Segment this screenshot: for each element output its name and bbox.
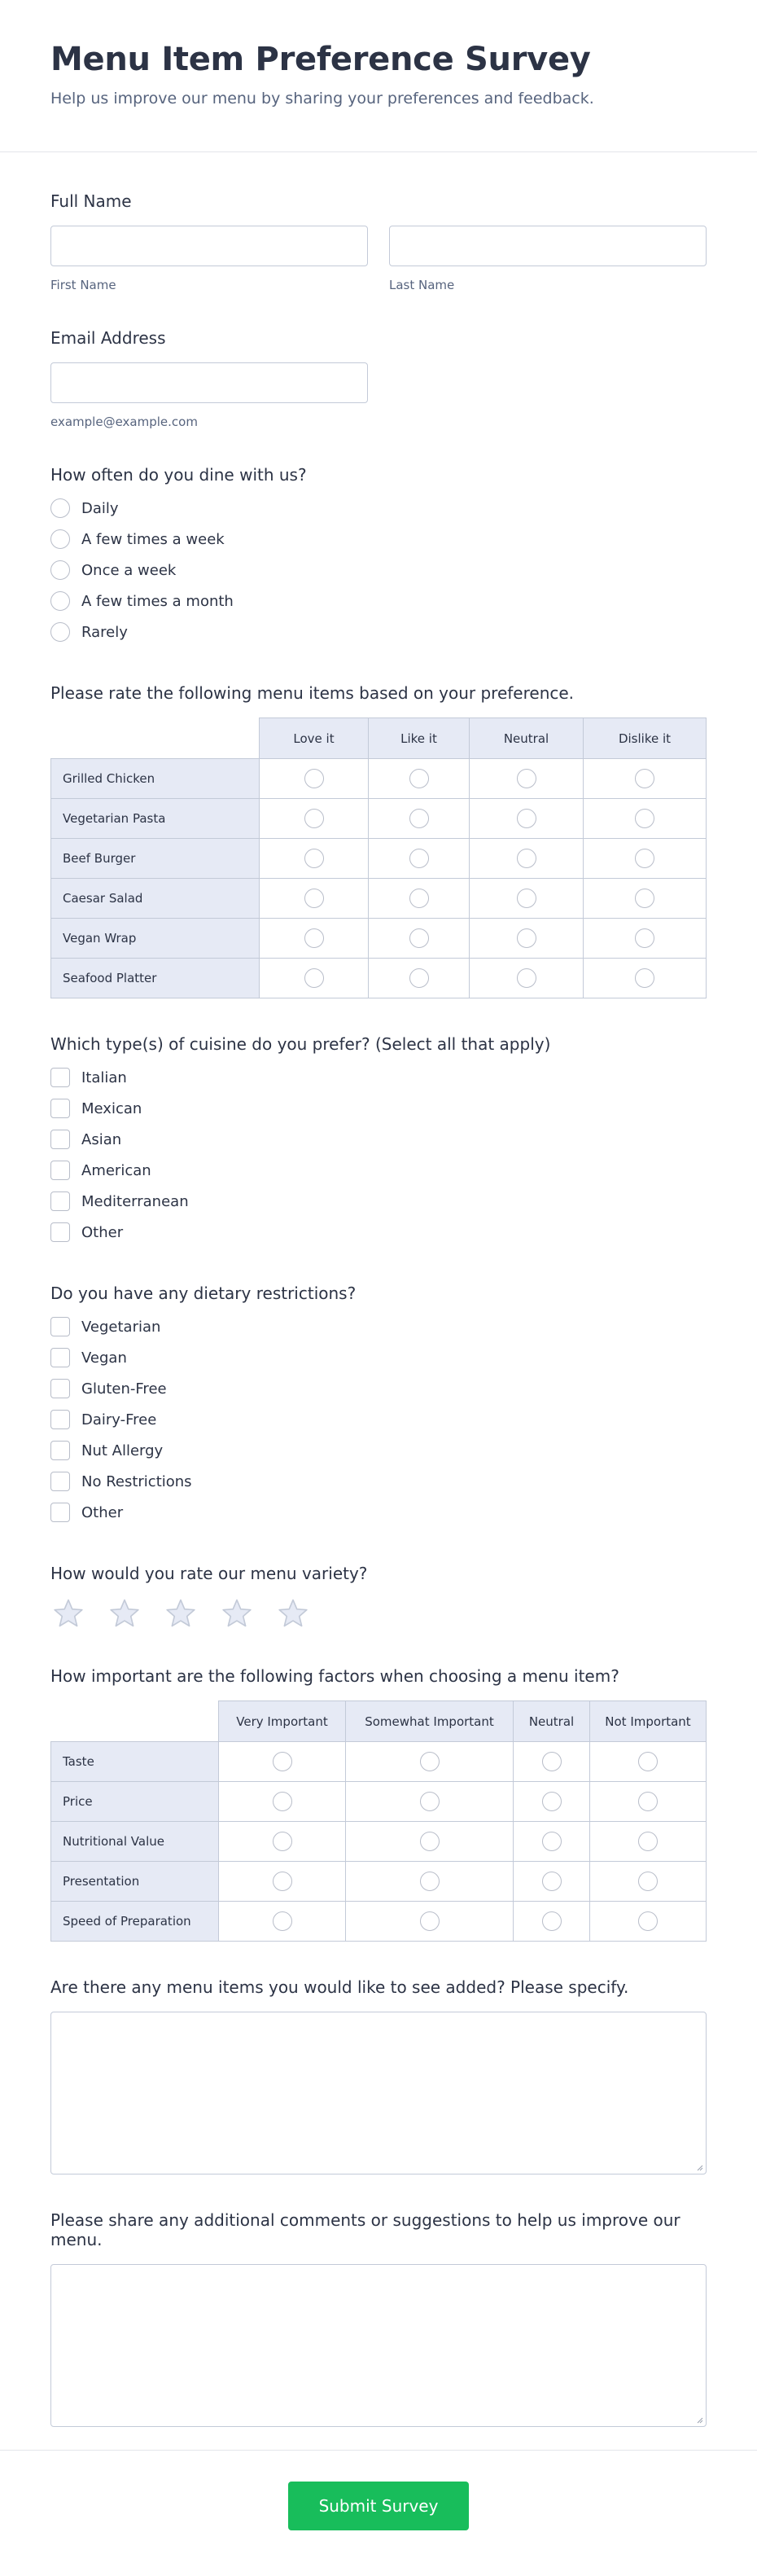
- radio-button[interactable]: [409, 889, 429, 908]
- checkbox[interactable]: [50, 1191, 70, 1211]
- radio-button[interactable]: [304, 769, 324, 788]
- factors-row: [51, 1742, 707, 1782]
- cuisine-option[interactable]: [50, 1217, 707, 1248]
- dine-option-label: Daily: [81, 499, 119, 517]
- factors-row-label: Nutritional Value: [51, 1822, 219, 1862]
- menu-rating-cell[interactable]: [369, 839, 470, 879]
- menu-rating-cell[interactable]: [260, 839, 369, 879]
- factors-row: [51, 1902, 707, 1942]
- cuisine-option[interactable]: [50, 1124, 707, 1155]
- cuisine-option[interactable]: [50, 1093, 707, 1124]
- resize-grip-icon[interactable]: [695, 2416, 703, 2424]
- menu-rating-cell[interactable]: [369, 799, 470, 839]
- dietary-option-label: Other: [81, 1503, 124, 1521]
- radio-button[interactable]: [517, 849, 536, 868]
- radio-button[interactable]: [304, 809, 324, 828]
- dietary-option-label: Vegetarian: [81, 1318, 161, 1336]
- dine-option[interactable]: [50, 524, 707, 555]
- page-title: Menu Item Preference Survey: [50, 41, 591, 78]
- radio-button[interactable]: [273, 1792, 292, 1811]
- menu-rating-cell[interactable]: [584, 759, 707, 799]
- menu-rating-row-label: Vegetarian Pasta: [51, 799, 260, 839]
- dine-option-label: Rarely: [81, 623, 128, 641]
- dietary-option-label: Gluten-Free: [81, 1380, 167, 1398]
- last-name-input[interactable]: [389, 226, 707, 266]
- checkbox[interactable]: [50, 1441, 70, 1460]
- dietary-label: Do you have any dietary restrictions?: [50, 1284, 357, 1303]
- radio-button[interactable]: [409, 968, 429, 988]
- dine-frequency-label: How often do you dine with us?: [50, 465, 307, 485]
- radio-button[interactable]: [542, 1792, 562, 1811]
- cuisine-option-label: Other: [81, 1223, 124, 1241]
- factors-row: [51, 1862, 707, 1902]
- cuisine-option[interactable]: [50, 1155, 707, 1186]
- dietary-options: [50, 1311, 707, 1528]
- dietary-option-label: Dairy-Free: [81, 1411, 157, 1428]
- star-icon[interactable]: [50, 1596, 86, 1632]
- star-rating: [50, 1598, 707, 1630]
- dine-frequency-options: [50, 493, 707, 647]
- factors-cell[interactable]: [219, 1862, 346, 1902]
- dine-option-label: Once a week: [81, 561, 177, 579]
- factors-cell[interactable]: [590, 1782, 707, 1822]
- factors-cell[interactable]: [590, 1822, 707, 1862]
- radio-button[interactable]: [420, 1872, 440, 1891]
- dine-option-label: A few times a month: [81, 592, 234, 610]
- dine-frequency-question: [50, 465, 707, 647]
- radio-button[interactable]: [420, 1911, 440, 1931]
- menu-rating-cell[interactable]: [470, 799, 584, 839]
- radio-button[interactable]: [409, 849, 429, 868]
- radio-button[interactable]: [542, 1832, 562, 1851]
- checkbox[interactable]: [50, 1068, 70, 1087]
- menu-rating-row: [51, 919, 707, 959]
- menu-rating-row-label: Grilled Chicken: [51, 759, 260, 799]
- factors-matrix: [50, 1701, 707, 1942]
- email-label: Email Address: [50, 328, 166, 348]
- factors-cell[interactable]: [346, 1862, 514, 1902]
- menu-rating-cell[interactable]: [584, 879, 707, 919]
- radio-button[interactable]: [517, 928, 536, 948]
- radio-button[interactable]: [542, 1911, 562, 1931]
- factors-cell[interactable]: [590, 1902, 707, 1942]
- cuisine-option-label: American: [81, 1161, 151, 1179]
- factors-row: [51, 1822, 707, 1862]
- factors-column-header: Very Important: [219, 1701, 346, 1742]
- added-items-label: Are there any menu items you would like to see added? Please specify.: [50, 1977, 629, 1997]
- cuisine-label: Which type(s) of cuisine do you prefer? (Select all that apply): [50, 1034, 551, 1054]
- radio-button[interactable]: [638, 1832, 658, 1851]
- menu-rating-cell[interactable]: [584, 959, 707, 998]
- added-items-textarea[interactable]: [50, 2012, 707, 2174]
- matrix-corner: [51, 1701, 219, 1742]
- star-icon[interactable]: [219, 1596, 255, 1632]
- radio-button[interactable]: [638, 1792, 658, 1811]
- menu-rating-row: [51, 839, 707, 879]
- form-footer: [0, 2450, 757, 2561]
- radio-button[interactable]: [517, 968, 536, 988]
- menu-rating-matrix: [50, 718, 707, 998]
- cuisine-option[interactable]: [50, 1062, 707, 1093]
- factors-row-label: Presentation: [51, 1862, 219, 1902]
- menu-rating-cell[interactable]: [369, 759, 470, 799]
- added-items-question: [50, 1977, 707, 2174]
- checkbox[interactable]: [50, 1161, 70, 1180]
- radio-button[interactable]: [517, 809, 536, 828]
- menu-rating-cell[interactable]: [260, 799, 369, 839]
- form-header: [0, 0, 757, 152]
- factors-question: [50, 1666, 707, 1942]
- cuisine-option-label: Mediterranean: [81, 1192, 189, 1210]
- comments-label: Please share any additional comments or suggestions to help us improve our menu.: [50, 2210, 680, 2249]
- dine-option[interactable]: [50, 617, 707, 647]
- menu-rating-cell[interactable]: [470, 839, 584, 879]
- menu-rating-cell[interactable]: [470, 759, 584, 799]
- survey-form: [0, 191, 757, 2427]
- factors-cell[interactable]: [514, 1902, 590, 1942]
- menu-rating-cell[interactable]: [470, 879, 584, 919]
- radio-button[interactable]: [638, 1911, 658, 1931]
- radio-button[interactable]: [420, 1752, 440, 1771]
- dietary-option[interactable]: [50, 1311, 707, 1342]
- checkbox[interactable]: [50, 1472, 70, 1491]
- submit-button[interactable]: Submit Survey: [288, 2482, 469, 2530]
- factors-cell[interactable]: [514, 1782, 590, 1822]
- menu-rating-row-label: Seafood Platter: [51, 959, 260, 998]
- radio-button[interactable]: [420, 1792, 440, 1811]
- menu-rating-row-label: Beef Burger: [51, 839, 260, 879]
- page-subtitle: Help us improve our menu by sharing your preferences and feedback.: [50, 90, 594, 108]
- menu-rating-column-header: Love it: [260, 718, 369, 759]
- radio-button[interactable]: [273, 1911, 292, 1931]
- cuisine-option-label: Italian: [81, 1069, 127, 1086]
- radio-button[interactable]: [273, 1872, 292, 1891]
- dietary-question: [50, 1284, 707, 1528]
- factors-cell[interactable]: [346, 1742, 514, 1782]
- dietary-option[interactable]: [50, 1435, 707, 1466]
- cuisine-options: [50, 1062, 707, 1248]
- menu-rating-cell[interactable]: [584, 799, 707, 839]
- factors-cell[interactable]: [219, 1742, 346, 1782]
- factors-cell[interactable]: [346, 1782, 514, 1822]
- factors-row-label: Price: [51, 1782, 219, 1822]
- radio-button[interactable]: [50, 591, 70, 611]
- radio-button[interactable]: [304, 849, 324, 868]
- cuisine-question: [50, 1034, 707, 1248]
- menu-rating-cell[interactable]: [369, 919, 470, 959]
- factors-cell[interactable]: [219, 1822, 346, 1862]
- checkbox[interactable]: [50, 1379, 70, 1398]
- factors-row-label: Taste: [51, 1742, 219, 1782]
- star-icon[interactable]: [163, 1596, 199, 1632]
- factors-cell[interactable]: [590, 1742, 707, 1782]
- first-name-input[interactable]: [50, 226, 368, 266]
- dine-option[interactable]: [50, 493, 707, 524]
- resize-grip-icon[interactable]: [695, 2163, 703, 2171]
- menu-rating-cell[interactable]: [584, 919, 707, 959]
- checkbox[interactable]: [50, 1410, 70, 1429]
- star-icon[interactable]: [275, 1596, 311, 1632]
- star-icon[interactable]: [107, 1596, 142, 1632]
- dietary-option[interactable]: [50, 1497, 707, 1528]
- menu-rating-column-header: Like it: [369, 718, 470, 759]
- radio-button[interactable]: [635, 769, 654, 788]
- dine-option-label: A few times a week: [81, 530, 225, 548]
- menu-rating-row: [51, 799, 707, 839]
- menu-rating-row: [51, 879, 707, 919]
- menu-rating-row-label: Vegan Wrap: [51, 919, 260, 959]
- full-name-label: Full Name: [50, 191, 132, 211]
- matrix-corner: [51, 718, 260, 759]
- factors-row: [51, 1782, 707, 1822]
- radio-button[interactable]: [50, 622, 70, 642]
- menu-rating-row: [51, 759, 707, 799]
- menu-rating-column-header: Neutral: [470, 718, 584, 759]
- factors-cell[interactable]: [514, 1862, 590, 1902]
- comments-question: [50, 2210, 707, 2427]
- checkbox[interactable]: [50, 1317, 70, 1336]
- factors-cell[interactable]: [219, 1902, 346, 1942]
- factors-label: How important are the following factors when choosing a menu item?: [50, 1666, 619, 1686]
- cuisine-option-label: Asian: [81, 1130, 122, 1148]
- radio-button[interactable]: [50, 529, 70, 549]
- radio-button[interactable]: [638, 1872, 658, 1891]
- dietary-option-label: Nut Allergy: [81, 1442, 164, 1459]
- variety-question: [50, 1564, 707, 1630]
- menu-rating-cell[interactable]: [470, 959, 584, 998]
- dietary-option[interactable]: [50, 1466, 707, 1497]
- variety-label: How would you rate our menu variety?: [50, 1564, 368, 1583]
- radio-button[interactable]: [542, 1752, 562, 1771]
- factors-row-label: Speed of Preparation: [51, 1902, 219, 1942]
- last-name-sublabel: Last Name: [389, 278, 455, 292]
- email-question: [50, 328, 707, 429]
- radio-button[interactable]: [409, 809, 429, 828]
- dietary-option-label: No Restrictions: [81, 1472, 192, 1490]
- radio-button[interactable]: [635, 889, 654, 908]
- dine-option[interactable]: [50, 586, 707, 617]
- radio-button[interactable]: [50, 560, 70, 580]
- radio-button[interactable]: [638, 1752, 658, 1771]
- radio-button[interactable]: [304, 968, 324, 988]
- comments-textarea[interactable]: [50, 2264, 707, 2427]
- factors-cell[interactable]: [514, 1822, 590, 1862]
- menu-rating-column-header: Dislike it: [584, 718, 707, 759]
- factors-column-header: Not Important: [590, 1701, 707, 1742]
- menu-rating-cell[interactable]: [260, 879, 369, 919]
- factors-column-header: Somewhat Important: [346, 1701, 514, 1742]
- checkbox[interactable]: [50, 1099, 70, 1118]
- radio-button[interactable]: [635, 928, 654, 948]
- full-name-question: [50, 191, 707, 292]
- radio-button[interactable]: [517, 889, 536, 908]
- menu-rating-cell[interactable]: [260, 759, 369, 799]
- menu-rating-row-label: Caesar Salad: [51, 879, 260, 919]
- factors-cell[interactable]: [346, 1902, 514, 1942]
- dietary-option[interactable]: [50, 1342, 707, 1373]
- factors-cell[interactable]: [219, 1782, 346, 1822]
- cuisine-option-label: Mexican: [81, 1099, 142, 1117]
- first-name-sublabel: First Name: [50, 278, 116, 292]
- factors-cell[interactable]: [590, 1862, 707, 1902]
- radio-button[interactable]: [273, 1832, 292, 1851]
- radio-button[interactable]: [420, 1832, 440, 1851]
- checkbox[interactable]: [50, 1222, 70, 1242]
- dine-option[interactable]: [50, 555, 707, 586]
- dietary-option[interactable]: [50, 1373, 707, 1404]
- menu-rating-cell[interactable]: [369, 959, 470, 998]
- cuisine-option[interactable]: [50, 1186, 707, 1217]
- factors-column-header: Neutral: [514, 1701, 590, 1742]
- menu-rating-cell[interactable]: [369, 879, 470, 919]
- factors-cell[interactable]: [514, 1742, 590, 1782]
- menu-rating-cell[interactable]: [470, 919, 584, 959]
- radio-button[interactable]: [273, 1752, 292, 1771]
- radio-button[interactable]: [635, 849, 654, 868]
- checkbox[interactable]: [50, 1503, 70, 1522]
- menu-rating-row: [51, 959, 707, 998]
- radio-button[interactable]: [635, 968, 654, 988]
- radio-button[interactable]: [50, 498, 70, 518]
- radio-button[interactable]: [409, 769, 429, 788]
- radio-button[interactable]: [635, 809, 654, 828]
- radio-button[interactable]: [409, 928, 429, 948]
- email-input[interactable]: [50, 362, 368, 403]
- factors-cell[interactable]: [346, 1822, 514, 1862]
- menu-rating-label: Please rate the following menu items based on your preference.: [50, 683, 575, 703]
- radio-button[interactable]: [517, 769, 536, 788]
- radio-button[interactable]: [542, 1872, 562, 1891]
- email-sublabel: example@example.com: [50, 415, 198, 429]
- checkbox[interactable]: [50, 1348, 70, 1367]
- dietary-option-label: Vegan: [81, 1349, 127, 1367]
- dietary-option[interactable]: [50, 1404, 707, 1435]
- radio-button[interactable]: [304, 889, 324, 908]
- menu-rating-question: [50, 683, 707, 998]
- menu-rating-cell[interactable]: [260, 919, 369, 959]
- menu-rating-cell[interactable]: [260, 959, 369, 998]
- radio-button[interactable]: [304, 928, 324, 948]
- menu-rating-cell[interactable]: [584, 839, 707, 879]
- checkbox[interactable]: [50, 1130, 70, 1149]
